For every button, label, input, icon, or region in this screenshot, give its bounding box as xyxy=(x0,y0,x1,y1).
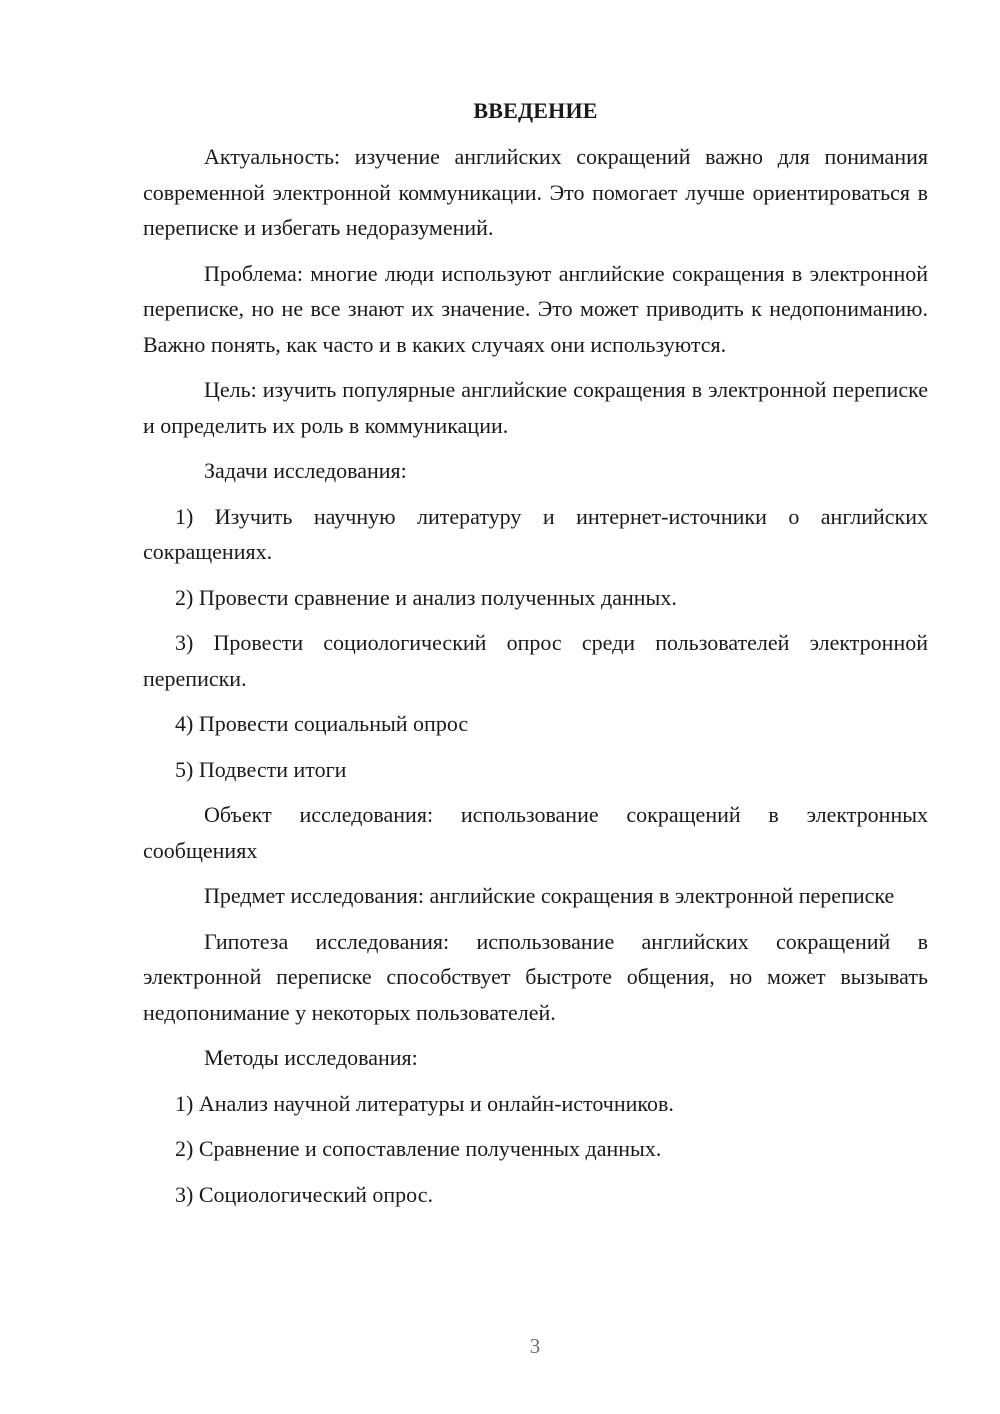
method-item-2: 2) Сравнение и сопоставление полученных данных. xyxy=(175,1136,662,1161)
paragraph-subject: Предмет исследования: английские сокращения в электронной переписке xyxy=(204,883,895,908)
methods-heading: Методы исследования: xyxy=(204,1045,418,1070)
task-item-4: 4) Провести социальный опрос xyxy=(175,711,469,736)
paragraph-hypothesis: Гипотеза исследования: использование английских сокращений в электронной переписке способствует быстроте общения, но может вызывать недопонимание у некоторых пользователей. xyxy=(143,928,928,1025)
page-number: 3 xyxy=(529,1334,541,1358)
task-item-3: 3) Провести социологический опрос среди пользователей электронной переписки. xyxy=(143,630,928,691)
paragraph-object: Объект исследования: использование сокращений в электронных сообщениях xyxy=(143,802,928,863)
paragraph-goal: Цель: изучить популярные английские сокращения в электронной переписке и определить их роль в коммуникации. xyxy=(143,377,928,438)
paragraph-problem: Проблема: многие люди используют английские сокращения в электронной переписке, но не все знают их значение. Это может приводить к недопониманию. Важно понять, как часто и в каких случаях они используются. xyxy=(143,260,928,357)
page-content xyxy=(143,96,928,1222)
task-item-2: 2) Провести сравнение и анализ полученных данных. xyxy=(175,584,677,610)
tasks-heading: Задачи исследования: xyxy=(204,458,407,483)
task-item-5: 5) Подвести итоги xyxy=(175,756,347,782)
task-item-1: 1) Изучить научную литературу и интернет-источники о английских сокращениях. xyxy=(143,503,928,564)
method-item-3: 3) Социологический опрос. xyxy=(175,1181,433,1207)
section-title: ВВЕДЕНИЕ xyxy=(473,98,598,123)
paragraph-relevance: Актуальность: изучение английских сокращений важно для понимания современной электронной коммуникации. Это помогает лучше ориентироваться в переписке и избегать недоразумений. xyxy=(143,144,928,240)
method-item-1: 1) Анализ научной литературы и онлайн-источников. xyxy=(175,1090,674,1116)
